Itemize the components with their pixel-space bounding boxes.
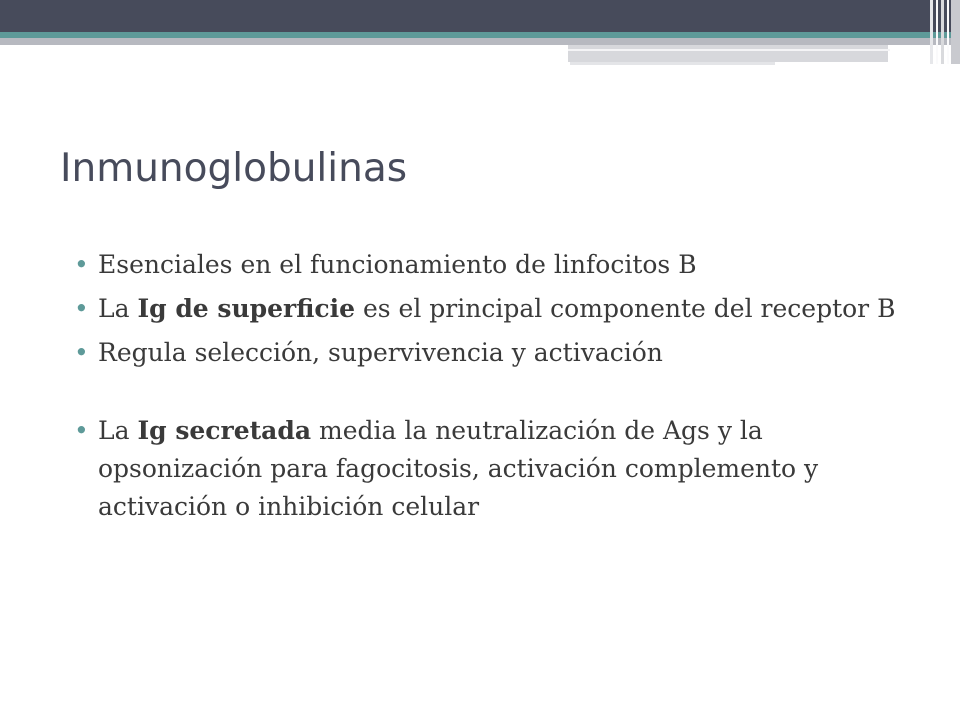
bullet-text: La <box>98 294 138 323</box>
bullet-emphasis: Ig de superficie <box>137 294 356 323</box>
bullet-emphasis: Ig secretada <box>137 416 312 445</box>
header-light-block <box>568 45 888 62</box>
bullet-item <box>72 412 912 526</box>
bullet-text: La <box>98 416 138 445</box>
edge-stripe <box>951 0 960 64</box>
bullet-list <box>72 246 912 532</box>
edge-stripe <box>930 0 933 64</box>
header-light-underline <box>570 62 775 65</box>
bullet-icon: • <box>74 250 89 279</box>
bullet-item <box>72 246 912 284</box>
bullet-icon: • <box>74 338 89 367</box>
bullet-item <box>72 290 912 328</box>
header-gray-stripe <box>0 38 960 45</box>
bullet-icon: • <box>74 294 89 323</box>
edge-stripe <box>941 0 944 64</box>
bullet-text: media la neutralización de Ags y la opsonización para fagocitosis, activación complemento y activación o inhibición celular <box>98 416 819 521</box>
bullet-text: Regula selección, supervivencia y activación <box>98 338 663 367</box>
header-thin-line <box>568 49 890 51</box>
bullet-icon: • <box>74 416 89 445</box>
edge-stripe <box>947 0 949 64</box>
bullet-text: Esenciales en el funcionamiento de linfocitos B <box>98 250 697 279</box>
edge-stripe <box>936 0 938 64</box>
bullet-item <box>72 334 912 372</box>
slide-title: Inmunoglobulinas <box>60 146 408 191</box>
header-banner <box>0 0 960 32</box>
bullet-text: es el principal componente del receptor B <box>355 294 896 323</box>
